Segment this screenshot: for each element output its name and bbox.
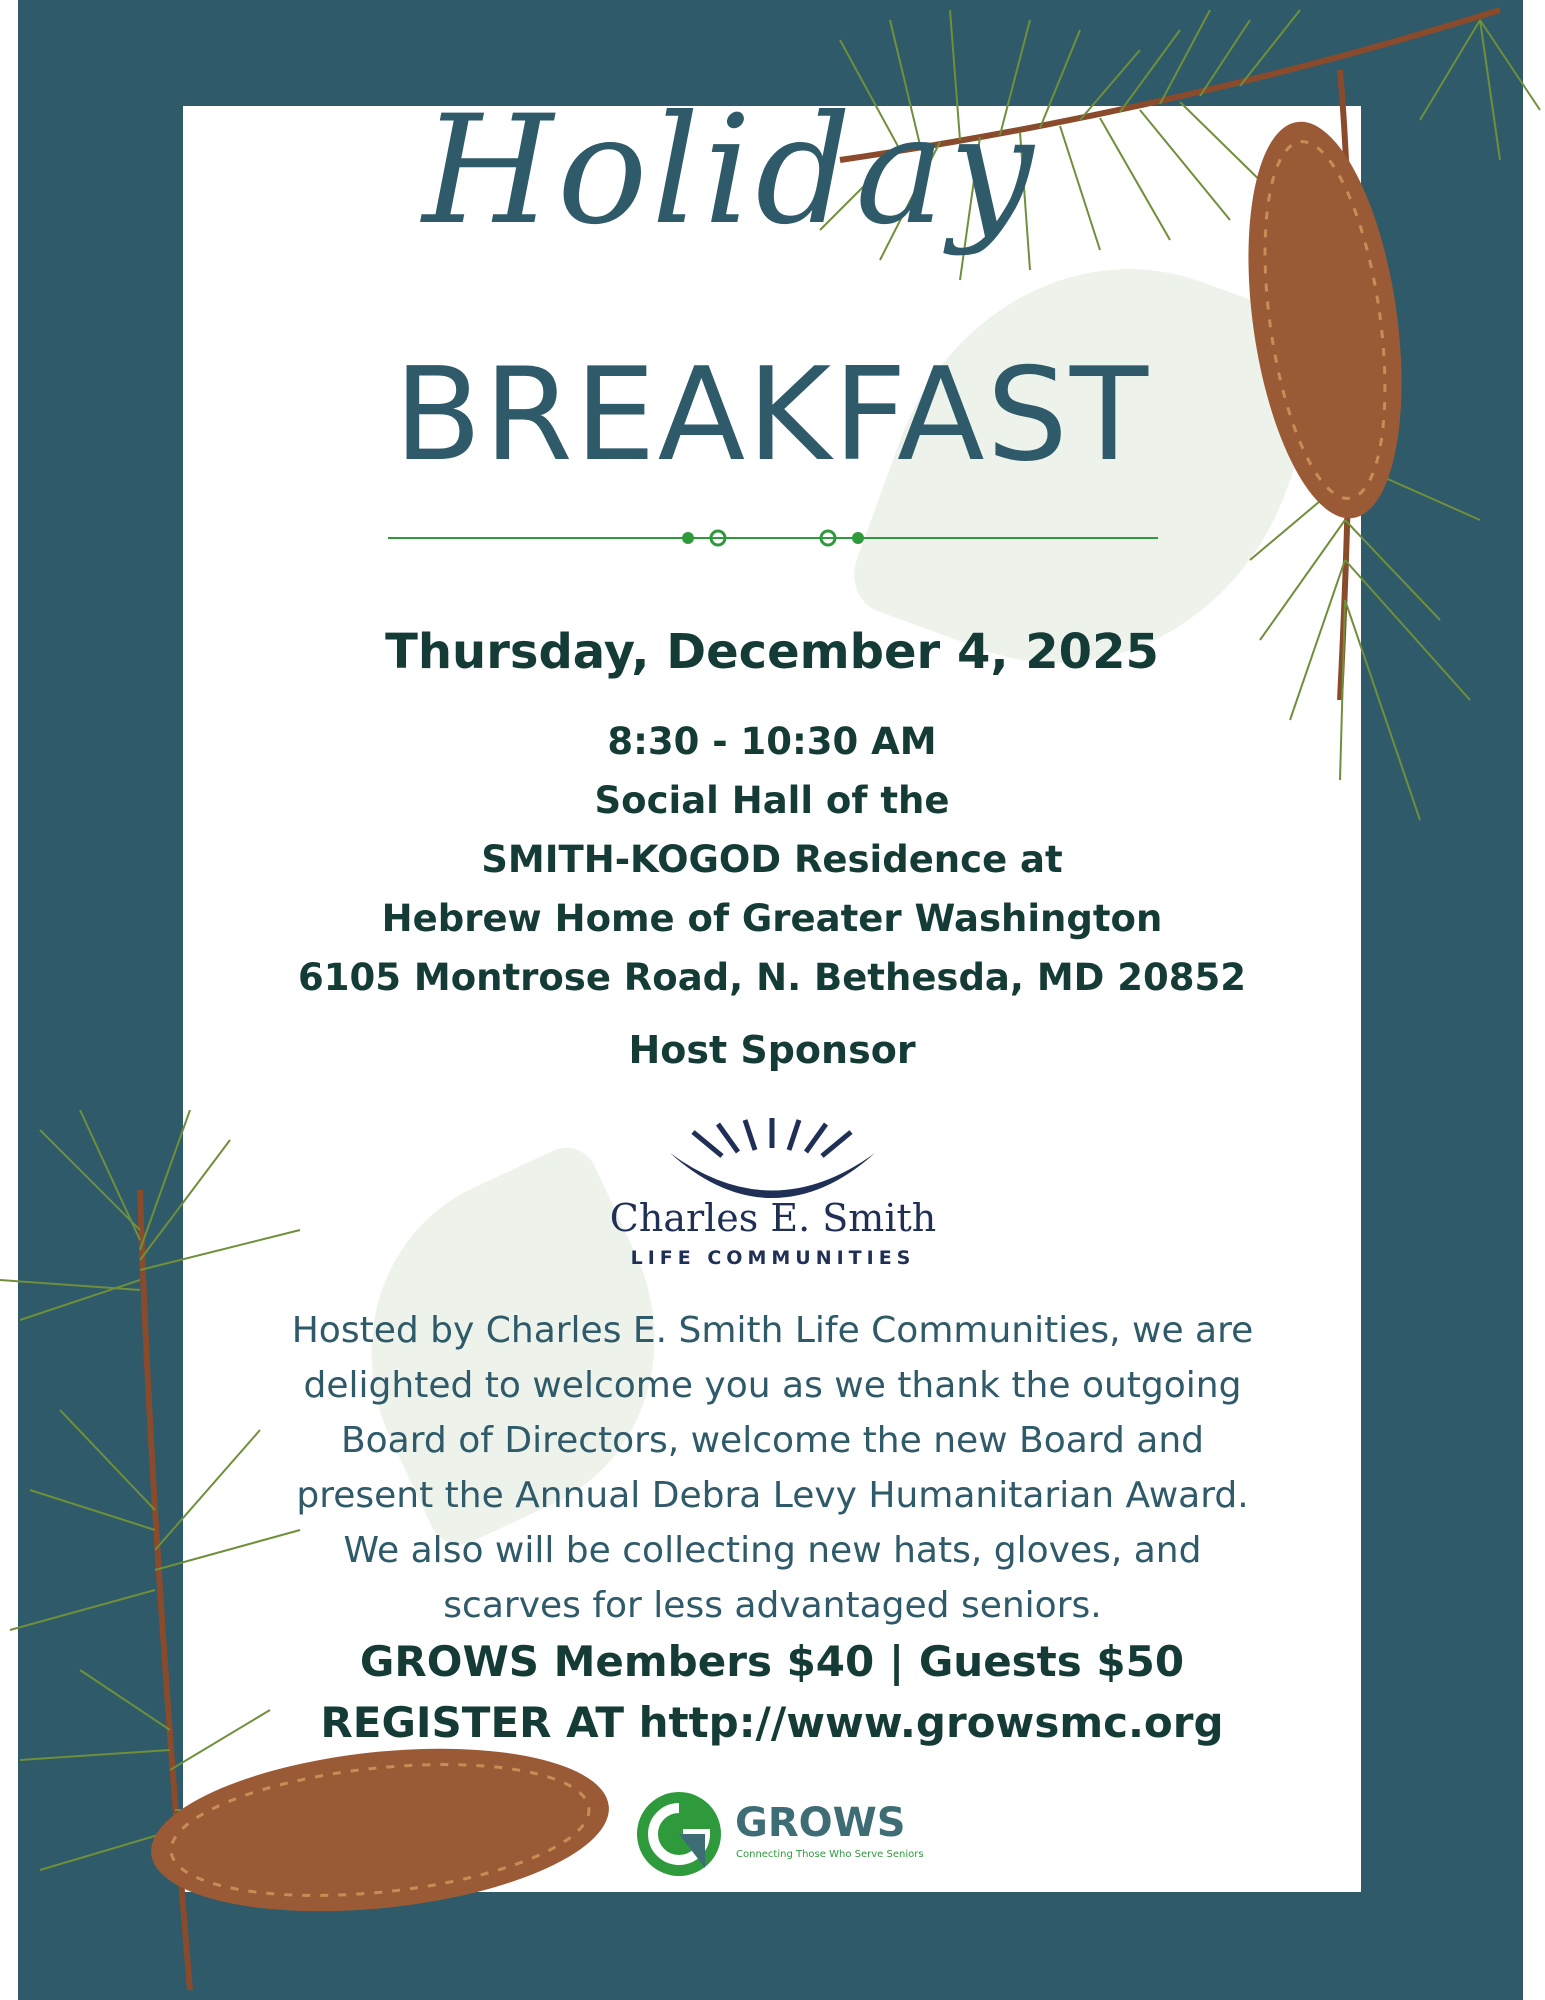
event-time: 8:30 - 10:30 AM xyxy=(607,720,937,763)
description-line: delighted to welcome you as we thank the outgoing xyxy=(303,1365,1242,1406)
grows-logo-name: GROWS xyxy=(735,1800,906,1846)
venue-line-3: Hebrew Home of Greater Washington xyxy=(381,897,1163,940)
description-line: present the Annual Debra Levy Humanitarian Award. xyxy=(296,1475,1249,1516)
register-link[interactable]: REGISTER AT http://www.growsmc.org xyxy=(320,1698,1224,1747)
event-details xyxy=(183,712,1361,1007)
title-main: BREAKFAST xyxy=(394,341,1150,490)
event-address: 6105 Montrose Road, N. Bethesda, MD 20852 xyxy=(298,956,1246,999)
host-sponsor-label: Host Sponsor xyxy=(628,1028,916,1072)
pricing-text: GROWS Members $40 | Guests $50 xyxy=(359,1637,1185,1686)
description-line: Hosted by Charles E. Smith Life Communities, we are xyxy=(291,1310,1254,1351)
event-date: Thursday, December 4, 2025 xyxy=(385,624,1159,680)
venue-line-1: Social Hall of the xyxy=(594,779,950,822)
venue-line-2: SMITH-KOGOD Residence at xyxy=(481,838,1063,881)
ornament-divider xyxy=(388,527,1158,549)
sponsor-logo-subtitle: LIFE COMMUNITIES xyxy=(630,1247,916,1269)
event-description xyxy=(190,1303,1355,1633)
description-line: scarves for less advantaged seniors. xyxy=(443,1585,1102,1626)
grows-g-logo-icon xyxy=(633,1788,725,1880)
title-script: Holiday xyxy=(422,84,1038,258)
description-line: Board of Directors, welcome the new Board and xyxy=(340,1420,1205,1461)
sponsor-logo-name: Charles E. Smith xyxy=(609,1196,937,1240)
description-line: We also will be collecting new hats, gloves, and xyxy=(343,1530,1202,1571)
grows-logo-tagline: Connecting Those Who Serve Seniors xyxy=(736,1849,924,1860)
